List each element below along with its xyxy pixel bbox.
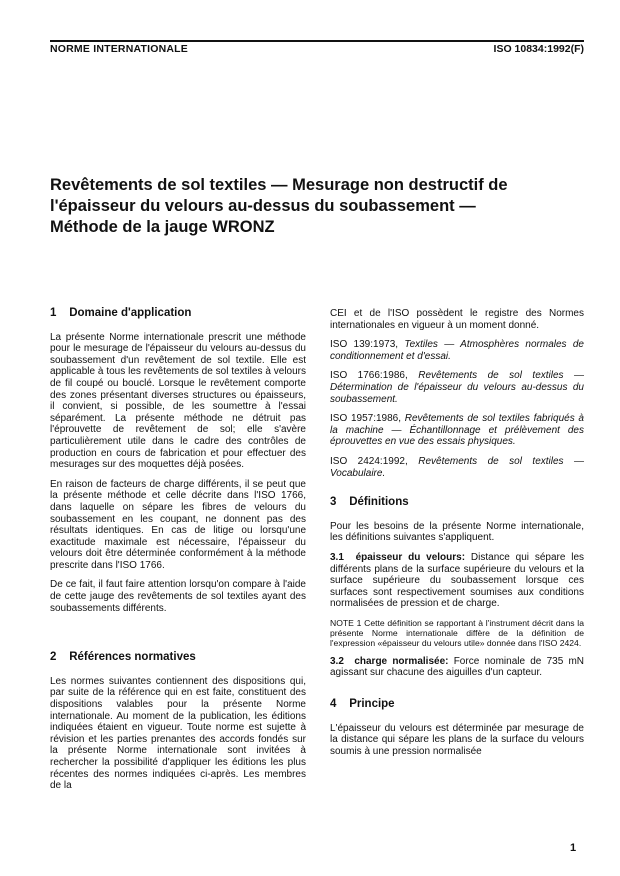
reference-item: ISO 139:1973, Textiles — Atmosphères normales de conditionnement et d'essai. [330,339,584,362]
section-title: Définitions [349,496,409,509]
header-standard-number: ISO 10834:1992(F) [493,43,584,55]
section-1-heading [50,308,306,320]
section-title: Domaine d'application [69,307,192,319]
paragraph: L'épaisseur du velours est déterminée par mesurage de la distance qui sépare les plans de la surface du velours soumis à une pression normalisée [330,722,584,757]
title-line-2: l'épaisseur du velours au-dessus du soubassement — [50,197,476,215]
section-number: 3 [330,496,337,509]
left-column [50,308,306,800]
paragraph: En raison de facteurs de charge différents, il se peut que la présente méthode et celle décrite dans l'ISO 1766, dans laquelle on sépare les fibres de velours du soubassement en les coupant, ne donnent pas des résultats identiques. En cas de litige ou lorsqu'une exactitude maximale est nécessaire, l'épaisseur du velours doit être déterminée conformément à la méthode prescrite dans l'ISO 1766. [50,478,306,571]
page-number: 1 [570,842,577,854]
section-number: 2 [50,651,57,664]
section-3-heading [330,497,584,509]
reference-item: ISO 1766:1986, Revêtements de sol textiles — Détermination de l'épaisseur du velours au-dessus du soubassement. [330,370,585,405]
definition-3-2: 3.2 charge normalisée: Force nominale de 735 mN agissant sur chacune des aiguilles d'un capteur. [330,655,585,679]
title-line-1: Revêtements de sol textiles — Mesurage non destructif de [50,176,508,194]
page-header [50,40,584,60]
section-number: 4 [330,698,337,711]
document-title [50,175,550,238]
title-line-3: Méthode de la jauge WRONZ [50,218,275,236]
section-number: 1 [50,307,57,319]
section-4-heading [330,699,584,711]
header-standard-type: NORME INTERNATIONALE [50,43,188,55]
note-1: NOTE 1 Cette définition se rapportant à l'instrument décrit dans la présente Norme internationale diffère de la définition de l'expression «épaisseur du velours utile» donnée dans l'ISO 2424. [330,617,584,648]
section-title: Principe [349,698,395,711]
definition-3-1: 3.1 épaisseur du velours: Distance qui sépare les différents plans de la surface supérieure du velours et la surface supérieure du soubassement lorsque ces surfaces sont respectivement soumises aux conditions normalisées de pression et de charge. [330,551,585,610]
header-rule [50,40,584,42]
paragraph: Les normes suivantes contiennent des dispositions qui, par suite de la référence qui en est faite, constituent des dispositions valables pour la présente Norme internationale. Au moment de la publication, les éditions indiquées étaient en vigueur. Toute norme est sujette à révision et les parties prenantes des accords fondés sur la présente Norme internationale sont invitées à rechercher la possibilité d'appliquer les éditions les plus récentes des normes indiquées ci-après. Les membres de la [50,675,306,792]
paragraph: Pour les besoins de la présente Norme internationale, les définitions suivantes s'appliquent. [330,520,584,544]
reference-item: ISO 2424:1992, Revêtements de sol textiles — Vocabulaire. [330,455,585,479]
paragraph: La présente Norme internationale prescrit une méthode pour le mesurage de l'épaisseur du velours au-dessus du soubassement d'un revêtement de sol textile. Elle est applicable à tous les revêtements de sol textiles à velours de fil coupé ou bouclé. Lorsque le revêtement comporte des zones présentant diverses structures ou épaisseurs, il convient, si possible, de les soumettre à l'essai séparément. La présente méthode ne détruit pas l'éprouvette de revêtement de sol; elle s'avère particulièrement utile dans le cadre des contrôles de production en cours de fabrication et pour effectuer des mesurages sur des moquettes déjà posées. [50,331,306,471]
section-2-heading [50,652,306,664]
reference-item: ISO 1957:1986, Revêtements de sol textiles fabriqués à la machine — Échantillonnage et prélèvement des éprouvettes en vue des essais physiques. [330,413,584,448]
section-title: Références normatives [69,651,196,664]
right-column [330,308,584,765]
paragraph-continuation: CEI et de l'ISO possèdent le registre des Normes internationales en vigueur à un moment donné. [330,308,584,331]
paragraph: De ce fait, il faut faire attention lorsqu'on compare à l'aide de cette jauge des revêtements de sol textiles ayant des soubassements différents. [50,579,306,614]
